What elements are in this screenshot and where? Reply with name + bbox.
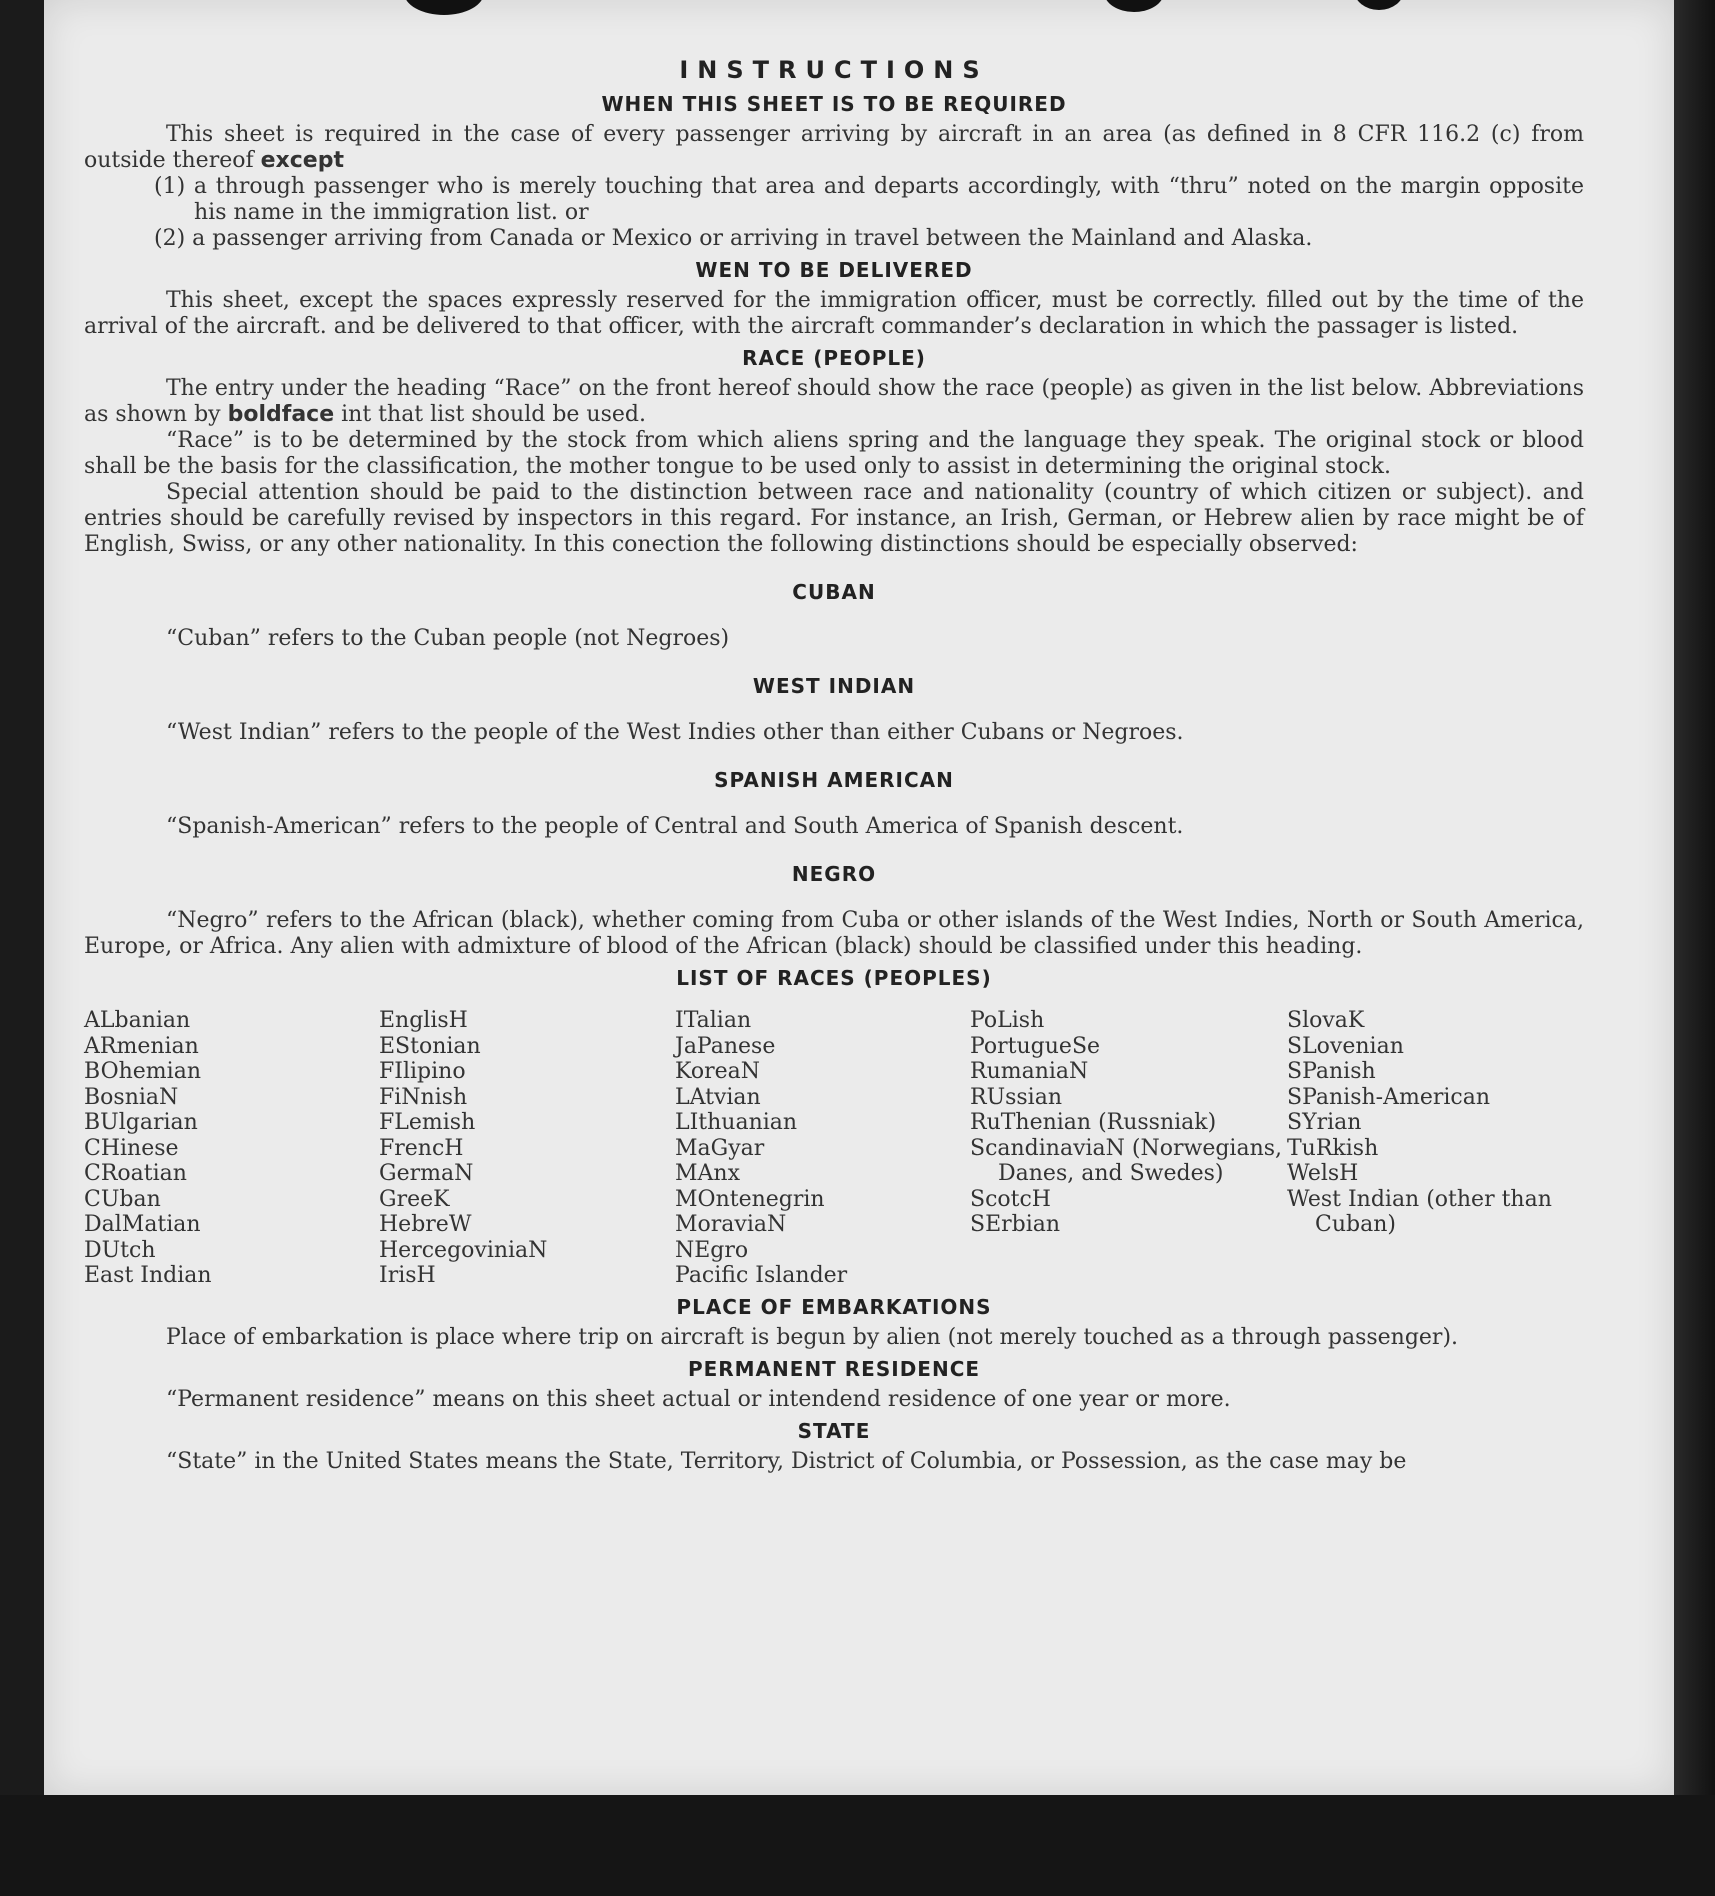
- race-entry: CRoatian: [84, 1161, 187, 1186]
- race-entry: CUban: [84, 1186, 161, 1212]
- race-entry: SErbian: [970, 1212, 1061, 1237]
- races-column-5: [1287, 1008, 1557, 1289]
- race-entry: GermaN: [379, 1161, 474, 1186]
- section-heading-residence: PERMANENT RESIDENCE: [687, 1356, 981, 1381]
- race-entry: RumaniaN: [970, 1059, 1089, 1084]
- race-entry: ITalian: [675, 1008, 752, 1033]
- required-item-1: (1) a through passenger who is merely touching that area and departs accordingly, with “thru” noted on the margin opposite his name in the immigration list. or: [154, 174, 1584, 225]
- section-heading-delivered: WEN TO BE DELIVERED: [695, 258, 973, 282]
- race-entry: FLemish: [379, 1110, 476, 1135]
- race-paragraph-2: “Race” is to be determined by the stock from which aliens spring and the language they speak. The original stock or blood shall be the basis for the classification, the mother tongue to be used only to assist in determining the original stock.: [84, 428, 1584, 479]
- delivered-text: This sheet, except the spaces expressly reserved for the immigration officer, must be correctly. filled out by the time of the arrival of the aircraft. and be delivered to that officer, with the aircraft commander’s declaration in which the passager is listed.: [84, 288, 1584, 339]
- race-entry: East Indian: [84, 1263, 212, 1288]
- races-list: [84, 1008, 1584, 1289]
- residence-text: “Permanent residence” means on this sheet actual or intendend residence of one year or more.: [166, 1386, 1231, 1412]
- race-entry: LAtvian: [675, 1084, 761, 1110]
- race-entry: PoLish: [970, 1008, 1045, 1033]
- race-entry: MAnx: [675, 1161, 740, 1186]
- race-entry: SLovenian: [1287, 1033, 1404, 1059]
- document-page: [44, 0, 1674, 1795]
- scan-edge-right: [1674, 0, 1715, 1896]
- race-entry: West Indian (other than Cuban): [1287, 1186, 1552, 1237]
- cuban-text: “Cuban” refers to the Cuban people (not Negroes): [166, 626, 730, 651]
- required-item-2: (2) a passenger arriving from Canada or Mexico or arriving in travel between the Mainland and Alaska.: [154, 226, 1313, 251]
- section-heading-cuban: CUBAN: [792, 580, 876, 604]
- except-bold: except: [260, 148, 344, 173]
- race-entry: HercegoviniaN: [379, 1237, 548, 1263]
- required-text: This sheet is required in the case of every passenger arriving by aircraft in an area (as defined in 8 CFR 116.2 (c) from outside thereof except: [84, 122, 1584, 173]
- race-entry: EnglisH: [379, 1008, 468, 1033]
- scan-edge-bottom: [0, 1795, 1715, 1896]
- section-heading-state: STATE: [797, 1418, 871, 1443]
- section-heading-required: WHEN THIS SHEET IS TO BE REQUIRED: [601, 92, 1067, 116]
- race-entry: GreeK: [379, 1186, 450, 1212]
- race-entry: FrencH: [379, 1135, 464, 1161]
- instructions-content: [84, 56, 1584, 1475]
- race-entry: SYrian: [1287, 1110, 1362, 1135]
- race-entry: MoraviaN: [675, 1212, 787, 1237]
- race-entry: CHinese: [84, 1135, 179, 1161]
- race-paragraph-3: Special attention should be paid to the distinction between race and nationality (country of which citizen or subject). and entries should be carefully revised by inspectors in this regard. For instance, an Irish, German, or Hebrew alien by race might be of English, Swiss, or any other nationality. In this conection the following distinctions should be especially observed:: [84, 480, 1584, 557]
- race-entry: DalMatian: [84, 1212, 201, 1237]
- race-entry: RUssian: [970, 1084, 1063, 1110]
- race-entry: PortugueSe: [970, 1033, 1101, 1059]
- section-heading-negro: NEGRO: [791, 862, 877, 886]
- race-entry: NEgro: [675, 1237, 749, 1263]
- race-entry: ScandinaviaN (Norwegians, Danes, and Swedes): [970, 1135, 1283, 1186]
- race-entry: KoreaN: [675, 1059, 760, 1084]
- race-entry: SPanish: [1287, 1059, 1376, 1084]
- race-entry: HebreW: [379, 1212, 472, 1237]
- ink-blot: [1104, 0, 1164, 12]
- race-entry: ScotcH: [970, 1186, 1051, 1212]
- race-entry: SlovaK: [1287, 1008, 1365, 1033]
- negro-text: “Negro” refers to the African (black), whether coming from Cuba or other islands of the West Indies, North or South America, Europe, or Africa. Any alien with admixture of blood of the African (black) should be classified under this heading.: [84, 908, 1584, 959]
- boldface-word: boldface: [227, 402, 335, 427]
- races-column-2: [379, 1008, 675, 1289]
- spanish-american-text: “Spanish-American” refers to the people of Central and South America of Spanish descent.: [166, 814, 1184, 839]
- embarkation-text: Place of embarkation is place where trip on aircraft is begun by alien (not merely touched as a through passenger).: [166, 1324, 1459, 1350]
- race-entry: ARmenian: [84, 1033, 199, 1059]
- race-entry: BOhemian: [84, 1059, 201, 1084]
- section-heading-race: RACE (PEOPLE): [742, 346, 926, 370]
- ink-blot: [1354, 0, 1404, 10]
- race-entry: MaGyar: [675, 1135, 765, 1161]
- page-title: INSTRUCTIONS: [679, 56, 989, 84]
- race-entry: MOntenegrin: [675, 1186, 825, 1212]
- race-entry: BUlgarian: [84, 1110, 198, 1135]
- section-heading-west-indian: WEST INDIAN: [752, 674, 916, 698]
- race-entry: TuRkish: [1287, 1135, 1379, 1161]
- race-entry: JaPanese: [675, 1033, 776, 1059]
- race-entry: WelsH: [1287, 1161, 1359, 1186]
- section-heading-list-of-races: LIST OF RACES (PEOPLES): [676, 966, 992, 990]
- race-entry: FIlipino: [379, 1059, 466, 1084]
- west-indian-text: “West Indian” refers to the people of the West Indies other than either Cubans or Negroes.: [166, 720, 1184, 745]
- section-heading-embarkation: PLACE OF EMBARKATIONS: [676, 1294, 992, 1319]
- races-column-3: [675, 1008, 970, 1289]
- race-entry: BosniaN: [84, 1084, 179, 1110]
- race-entry: FiNnish: [379, 1084, 468, 1110]
- races-column-4: [970, 1008, 1287, 1289]
- race-entry: RuThenian (Russniak): [970, 1110, 1217, 1135]
- race-entry: IrisH: [379, 1263, 436, 1288]
- race-entry: EStonian: [379, 1033, 481, 1059]
- race-paragraph-1: The entry under the heading “Race” on the front hereof should show the race (people) as given in the list below. Abbreviations as shown by boldface int that list should be used.: [84, 376, 1584, 427]
- ink-blot: [404, 0, 484, 15]
- race-entry: LIthuanian: [675, 1110, 798, 1135]
- races-column-1: [84, 1008, 379, 1289]
- race-entry: SPanish-American: [1287, 1084, 1491, 1110]
- section-heading-spanish-american: SPANISH AMERICAN: [714, 768, 954, 792]
- race-entry: DUtch: [84, 1237, 156, 1263]
- race-entry: Pacific Islander: [675, 1263, 848, 1288]
- race-entry: ALbanian: [84, 1008, 191, 1033]
- state-text: “State” in the United States means the State, Territory, District of Columbia, or Possession, as the case may be: [166, 1448, 1407, 1474]
